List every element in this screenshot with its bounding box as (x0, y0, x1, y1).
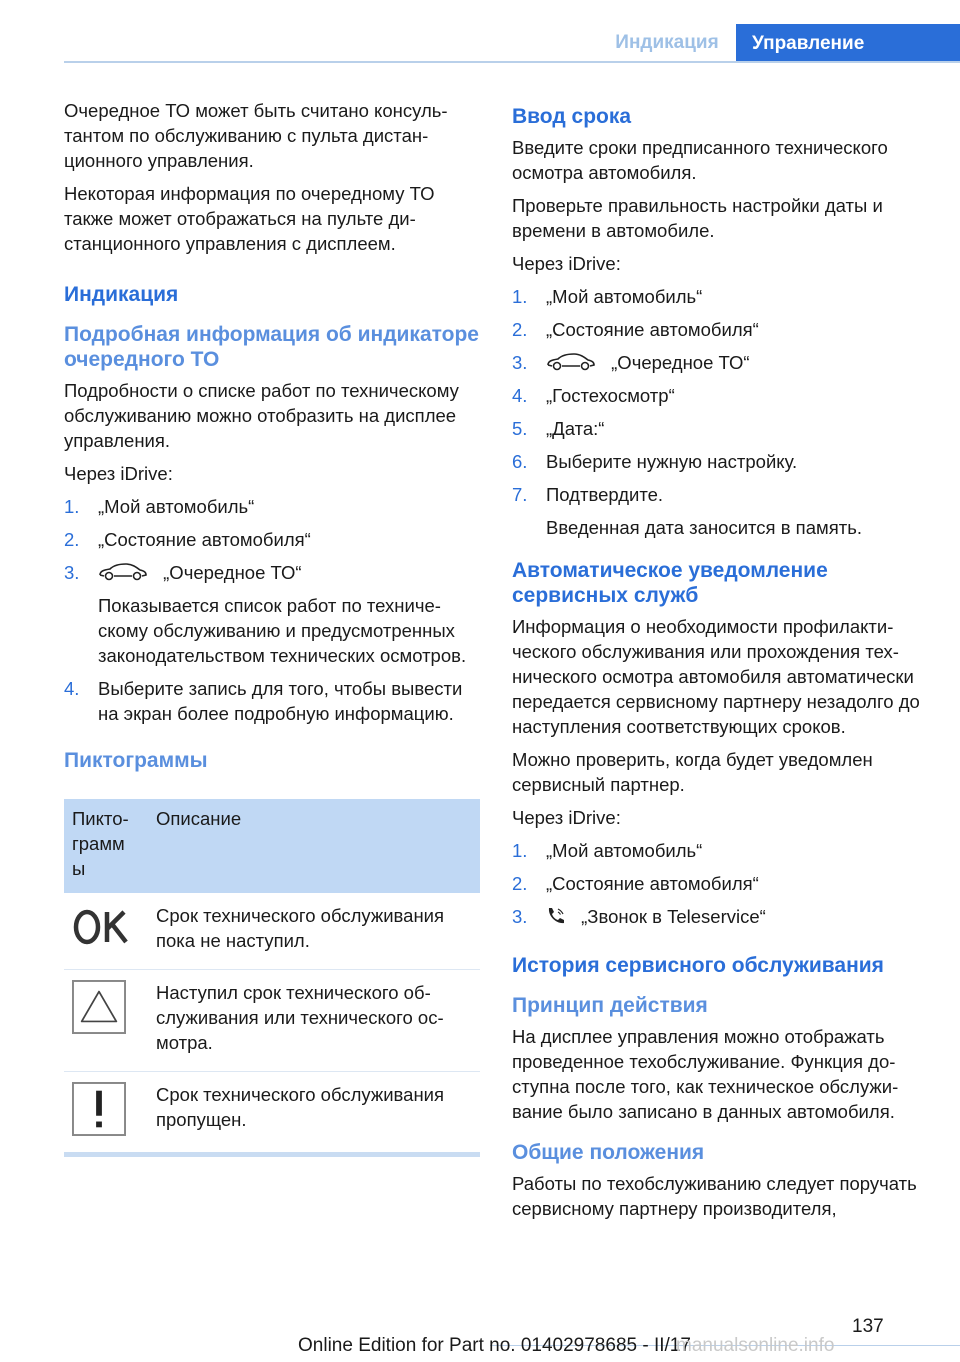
list-item (512, 904, 926, 929)
table-row (64, 893, 480, 970)
step-number: 5. (512, 418, 528, 439)
exclamation-icon (72, 1082, 126, 1136)
list-item (512, 838, 926, 863)
step-text: „Мой автомобиль“ (546, 840, 703, 861)
step-text: „Состояние автомобиля“ (98, 529, 311, 550)
table-row (64, 1072, 480, 1155)
entry-paragraph-1: Введите сроки предписанного технического осмотра автомобиля. (512, 137, 888, 183)
ok-icon (72, 907, 132, 947)
table-header-row (64, 799, 480, 893)
list-item (64, 527, 480, 552)
step-text: Выберите запись для того, чтобы вывести на экран более подробную информацию. (98, 678, 463, 724)
warning-triangle-icon (72, 980, 126, 1034)
step-number: 6. (512, 451, 528, 472)
list-item (64, 676, 480, 726)
row-description: Срок технического обслуживания пока не наступил. (148, 893, 480, 970)
list-item (512, 284, 926, 309)
step-number: 1. (512, 286, 528, 307)
auto-paragraph-2: Можно проверить, когда будет уведомлен сервисный партнер. (512, 749, 873, 795)
step-note: Введенная дата заносится в память. (546, 517, 862, 538)
auto-paragraph-1: Информация о необходимости профилактического обслуживания или прохождения технического осмотра автомобиля автоматически передается сервисному партнеру незадолго до наступления соответствующих сроков. (512, 616, 920, 737)
step-text: „Состояние автомобиля“ (546, 319, 759, 340)
general-paragraph: Работы по техобслуживанию следует поручать сервисному партнеру производителя, (512, 1173, 917, 1219)
heading-service-history: История сервисного обслуживания (512, 954, 884, 977)
list-item (512, 317, 926, 342)
step-text: Выберите нужную настройку. (546, 451, 798, 472)
step-number: 3. (64, 562, 80, 583)
right-steps-list (512, 284, 926, 540)
list-item (512, 449, 926, 474)
heading-general: Общие положения (512, 1141, 705, 1164)
table-row (64, 970, 480, 1072)
step-number: 4. (64, 678, 80, 699)
heading-date-entry: Ввод срока (512, 105, 632, 128)
heading-pictograms: Пиктограммы (64, 749, 208, 772)
row-description: Срок технического обслуживания пропущен. (156, 1084, 445, 1130)
list-item (512, 350, 926, 375)
header-rule (64, 61, 960, 63)
column-header-pictogram: Пиктограмм ы (64, 799, 148, 893)
step-number: 2. (512, 873, 528, 894)
step-number: 7. (512, 484, 528, 505)
teleservice-phone-icon (546, 906, 566, 926)
heading-auto-notification: Автоматическое уведомление сервисных служб (512, 559, 828, 607)
intro-paragraph-1: Очередное ТО может быть считано консультантом по обслуживанию с пульта дистанционного управления. (64, 100, 448, 171)
step-text: „Гостехосмотр“ (546, 385, 675, 406)
page-number: 137 (852, 1316, 884, 1337)
step-text: Подтвердите. (546, 484, 664, 505)
right-column (512, 100, 926, 1229)
right-steps-list-2 (512, 838, 926, 929)
step-text: „Дата:“ (546, 418, 605, 439)
via-idrive-label: Через iDrive: (512, 253, 621, 274)
tab-indication: Индикация (615, 32, 719, 53)
row-description: Наступил срок технического обслуживания или технического осмотра. (148, 970, 480, 1072)
left-column (64, 98, 480, 1157)
left-steps-list (64, 494, 480, 726)
step-text: „Мой автомобиль“ (546, 286, 703, 307)
via-idrive-label: Через iDrive: (512, 807, 621, 828)
page-header (0, 24, 960, 62)
list-item (512, 416, 926, 441)
step-note: Показывается список работ по техническому обслуживанию и предусмотренных законодательством технических осмотров. (98, 595, 467, 666)
list-item (512, 383, 926, 408)
entry-paragraph-2: Проверьте правильность настройки даты и времени в автомобиле. (512, 195, 883, 241)
step-number: 4. (512, 385, 528, 406)
edition-line: Online Edition for Part no. 01402978685 - II/17 (298, 1335, 691, 1356)
heading-principle: Принцип действия (512, 994, 708, 1017)
detail-paragraph: Подробности о списке работ по техническому обслуживанию можно отобразить на дисплее управления. (64, 380, 459, 451)
step-number: 1. (64, 496, 80, 517)
step-number: 3. (512, 906, 528, 927)
step-number: 2. (512, 319, 528, 340)
list-item (512, 482, 926, 540)
list-item (512, 871, 926, 896)
step-number: 3. (512, 352, 528, 373)
heading-indication: Индикация (64, 283, 179, 306)
step-number: 2. (64, 529, 80, 550)
heading-detail-info: Подробная информация об индикаторе очередного ТО (64, 323, 479, 371)
step-text: „Очередное ТО“ (611, 352, 750, 373)
via-idrive-label: Через iDrive: (64, 463, 173, 484)
step-text: „Очередное ТО“ (163, 562, 302, 583)
list-item (64, 560, 480, 668)
watermark: manualsonline.info (676, 1335, 835, 1356)
step-text: „Мой автомобиль“ (98, 496, 255, 517)
list-item (64, 494, 480, 519)
intro-paragraph-2: Некоторая информация по очередному ТО также может отображаться на пульте дистанционного управления с дисплеем. (64, 183, 435, 254)
step-text: „Звонок в Teleservice“ (581, 906, 766, 927)
step-text: „Состояние автомобиля“ (546, 873, 759, 894)
principle-paragraph: На дисплее управления можно отображать проведенное техобслуживание. Функция доступна после того, как техническое обслуживание было записано в данных автомобиля. (512, 1026, 899, 1122)
car-service-icon (98, 562, 148, 582)
column-header-description: Описание (148, 799, 480, 893)
pictogram-table (64, 799, 480, 1157)
step-number: 1. (512, 840, 528, 861)
car-service-icon (546, 352, 596, 372)
tab-control: Управление (736, 24, 960, 63)
